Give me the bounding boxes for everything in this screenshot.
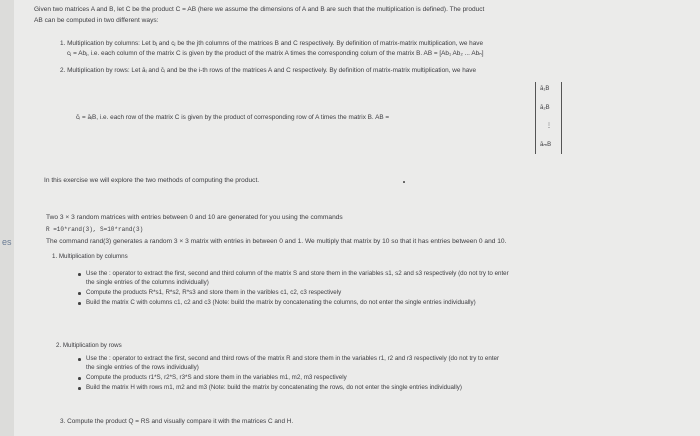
- intro-line-2: AB can be computed in two different ways:: [34, 17, 159, 24]
- intro-line-1: Given two matrices A and B, let C be the product C = AB (here we assume the dimensions of A and B are such that the multiplication is defined). The product: [34, 6, 485, 13]
- task2-bullet-3: Build the matrix H with rows m1, m2 and m3 (Note: build the matrix by concatenating the rows, do not enter the single entries individually): [86, 384, 462, 391]
- setup-code: R =10*rand(3), S=10*rand(3): [46, 226, 144, 233]
- task2-bullet-2: Compute the products r1*S, r2*S, r3*S and store them in the variables m1, m2, m3 respectively: [86, 374, 347, 381]
- row-product-matrix: [535, 82, 562, 154]
- bullet: [78, 302, 81, 305]
- problem-document: [14, 0, 700, 436]
- explore-text: In this exercise we will explore the two methods of computing the product.: [44, 177, 260, 184]
- task1-bullet-1a: Use the : operator to extract the first, second and third column of the matrix S and store them in the variables s1, s2 and s3 respectively (do not try to enter: [86, 270, 509, 277]
- bullet: [78, 273, 81, 276]
- setup-line-1: Two 3 × 3 random matrices with entries between 0 and 10 are generated for you using the commands: [46, 214, 343, 221]
- bullet: [78, 358, 81, 361]
- method2-line-2: c̄ᵢ = āᵢB, i.e. each row of the matrix C is given by the product of corresponding row of A times the matrix B. AB =: [76, 114, 390, 121]
- task2-bullet-1a: Use the : operator to extract the first, second and third rows of the matrix R and store them in the variables r1, r2 and r3 respectively (do not try to enter: [86, 355, 500, 362]
- matrix-row-1: ā₁B: [540, 86, 550, 92]
- margin-mark: es: [2, 237, 12, 247]
- bullet: [78, 377, 81, 380]
- bullet: [78, 292, 81, 295]
- setup-line-3: The command rand(3) generates a random 3 × 3 matrix with entries in between 0 and 1. We multiply that matrix by 10 so that it has entries between 0 and 10.: [46, 238, 507, 245]
- matrix-row-2: ā₂B: [540, 105, 550, 111]
- task1-heading: 1. Multiplication by columns: [52, 253, 128, 260]
- task1-bullet-2: Compute the products R*s1, R*s2, R*s3 and store them in the varibles c1, c2, c3 respectively: [86, 289, 342, 296]
- task2-heading: 2. Multiplication by rows: [56, 342, 122, 349]
- task1-bullet-3: Build the matrix C with columns c1, c2 and c3 (Note: build the matrix by concatenating the columns, do not enter the single entries individually): [86, 299, 476, 306]
- task1-bullet-1b: the single entries of the columns individually): [86, 279, 209, 286]
- cursor-dot: [403, 181, 405, 183]
- task3-text: 3. Compute the product Q = RS and visually compare it with the matrices C and H.: [60, 418, 294, 425]
- task2-bullet-1b: the single entries of the rows individually): [86, 364, 199, 371]
- method1-line-1: 1. Multiplication by columns: Let bⱼ and cⱼ be the jth columns of the matrices B and C respectively. By definition of matrix-matrix multiplication, we have: [60, 40, 484, 47]
- matrix-row-m: āₘB: [540, 142, 552, 148]
- method2-line-1: 2. Multiplication by rows: Let āᵢ and c̄ᵢ and be the i-th rows of the matrices A and C respectively. By definition of matrix-matrix multiplication, we have: [60, 67, 477, 74]
- bullet: [78, 387, 81, 390]
- matrix-row-ellipsis: ⋮: [546, 123, 552, 129]
- method1-line-2: cⱼ = Abⱼ, i.e. each column of the matrix C is given by the product of the matrix A times the corresponding colum of the matrix B. AB = [Ab₁ Ab₂ ... Abₙ]: [67, 50, 484, 57]
